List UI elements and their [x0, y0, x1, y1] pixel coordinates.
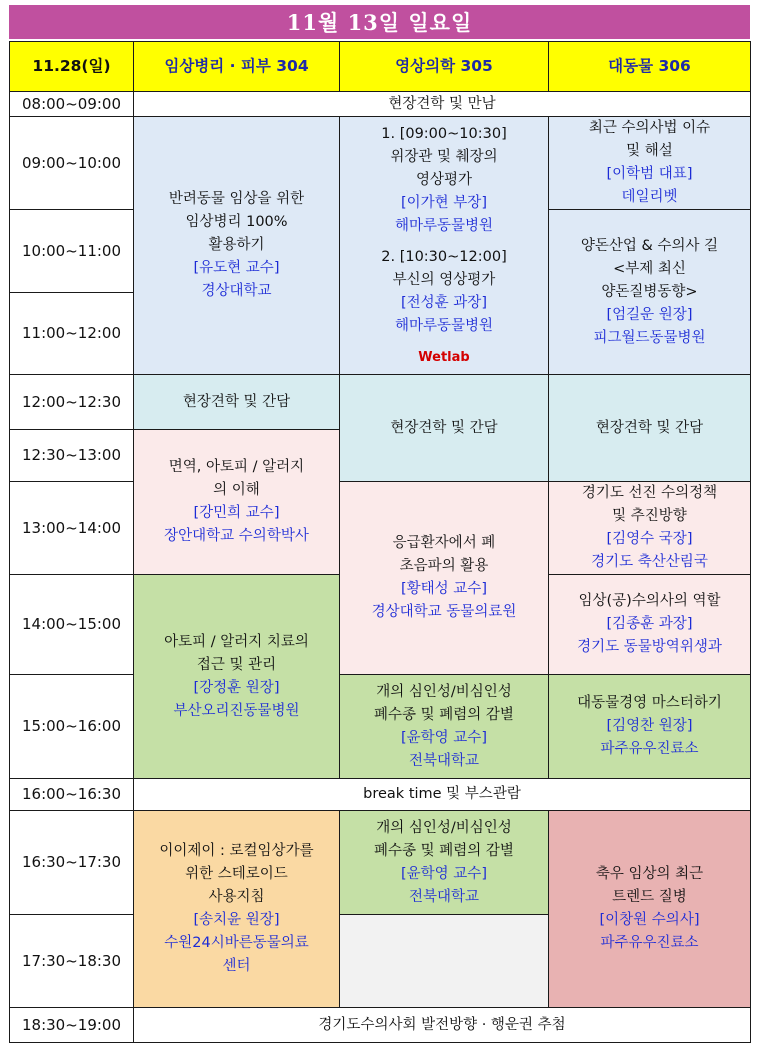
table-row	[10, 92, 751, 117]
session-vet-law: 최근 수의사법 이슈 및 해설 [이학범 대표] 데일리벳	[549, 117, 751, 210]
speaker-name: [윤학영 교수]	[401, 729, 487, 746]
table-row	[10, 117, 751, 210]
speaker-org: 장안대학교 수의학박사	[164, 528, 309, 544]
table-row	[10, 779, 751, 811]
speaker-org: 경상대학교	[201, 283, 272, 299]
session-public-vet-role: 임상(공)수의사의 역할 [김종훈 과장] 경기도 동물방역위생과	[549, 575, 751, 675]
session-tour-306: 현장견학 및 간담	[549, 375, 751, 482]
speaker-name: [엄길운 원장]	[606, 306, 693, 323]
time-slot: 10:00~11:00	[10, 210, 134, 293]
speaker-name: [김영찬 원장]	[606, 718, 693, 734]
time-slot: 15:00~16:00	[10, 675, 134, 779]
session-swine-industry: 양돈산업 & 수의사 길 <부제 최신 양돈질병동향> [엄길운 원장] 피그월드동물병원	[549, 210, 751, 375]
speaker-name: [김종훈 과장]	[606, 616, 693, 632]
schedule-table	[9, 41, 751, 1043]
opening-session: 현장견학 및 만남	[134, 92, 751, 117]
break-session: break time 및 부스관람	[134, 779, 751, 811]
table-row	[10, 482, 751, 575]
session-immunology: 면역, 아토피 / 알러지 의 이해 [강민희 교수] 장안대학교 수의학박사	[134, 430, 340, 575]
session-edema-differential: 개의 심인성/비심인성 폐수종 및 폐렴의 감별 [윤학영 교수] 전북대학교	[340, 675, 549, 779]
speaker-org: 피그월드동물병원	[593, 329, 706, 346]
speaker-org: 파주유우진료소	[600, 741, 699, 757]
speaker-name: [김영수 국장]	[606, 531, 693, 547]
speaker-name: [강민희 교수]	[193, 505, 280, 521]
table-row	[10, 675, 751, 779]
speaker-org: 해마루동물병원	[394, 217, 494, 234]
time-slot: 13:00~14:00	[10, 482, 134, 575]
speaker-org: 경기도 동물방역위생과	[577, 639, 722, 655]
table-row	[10, 375, 751, 430]
session-atopy-treatment: 아토피 / 알러지 치료의 접근 및 관리 [강정훈 원장] 부산오리진동물병원	[134, 575, 340, 779]
table-row	[10, 1008, 751, 1043]
session-gyeonggi-policy: 경기도 선진 수의정책 및 추진방향 [김영수 국장] 경기도 축산산림국	[549, 482, 751, 575]
time-slot: 12:00~12:30	[10, 375, 134, 430]
speaker-org: 경기도 축산산림국	[591, 554, 708, 570]
time-slot: 09:00~10:00	[10, 117, 134, 210]
speaker-name: [이가현 부장]	[401, 194, 487, 211]
time-slot: 11:00~12:00	[10, 293, 134, 375]
time-slot: 08:00~09:00	[10, 92, 134, 117]
session-cattle-trends: 축우 임상의 최근 트렌드 질병 [이창원 수의사] 파주유우진료소	[549, 811, 751, 1008]
session-edema-differential-repeat: 개의 심인성/비심인성 폐수종 및 폐렴의 감별 [윤학영 교수] 전북대학교	[340, 811, 549, 915]
header-row	[10, 42, 751, 92]
speaker-org: 데일리벳	[621, 189, 678, 205]
wetlab-label: Wetlab	[418, 349, 470, 365]
session-radiology-morning: 1. [09:00~10:30] 위장관 및 췌장의 영상평가 [이가현 부장] 해마루동물병원 2. [10:30~12:00] 부신의 영상평가 [전성훈 과장] 해마루동물병원 Wetlab	[340, 117, 549, 375]
header-room-304: 임상병리 · 피부 304	[134, 42, 340, 92]
session-tour-305: 현장견학 및 간담	[340, 375, 549, 482]
session-tour-304: 현장견학 및 간담	[134, 375, 340, 430]
speaker-org: 부산오리진동물병원	[173, 702, 300, 719]
speaker-name: [강정훈 원장]	[193, 679, 280, 696]
speaker-name: [윤학영 교수]	[401, 865, 487, 882]
speaker-name: [전성훈 과장]	[401, 294, 487, 311]
time-slot: 16:30~17:30	[10, 811, 134, 915]
time-slot: 17:30~18:30	[10, 915, 134, 1008]
session-lung-ultrasound: 응급환자에서 폐 초음파의 활용 [황태성 교수] 경상대학교 동물의료원	[340, 482, 549, 675]
speaker-org: 센터	[222, 958, 251, 974]
speaker-name: [유도현 교수]	[193, 260, 280, 276]
time-slot: 16:00~16:30	[10, 779, 134, 811]
closing-session: 경기도수의사회 발전방향 · 행운권 추첨	[134, 1008, 751, 1043]
speaker-org: 수원24시바른동물의료	[164, 935, 309, 951]
header-date: 11.28(일)	[10, 42, 134, 92]
header-room-306: 대동물 306	[549, 42, 751, 92]
session-clinical-pathology: 반려동물 임상을 위한 임상병리 100% 활용하기 [유도현 교수] 경상대학교	[134, 117, 340, 375]
table-row	[10, 811, 751, 915]
empty-slot	[340, 915, 549, 1008]
speaker-name: [이학범 대표]	[606, 166, 693, 182]
speaker-org: 해마루동물병원	[394, 317, 494, 334]
speaker-org: 파주유우진료소	[600, 935, 699, 951]
speaker-name: [송치윤 원장]	[193, 912, 280, 928]
speaker-org: 경상대학교 동물의료원	[371, 604, 517, 620]
header-room-305: 영상의학 305	[340, 42, 549, 92]
session-steroid-guide: 이이제이 : 로컬임상가를 위한 스테로이드 사용지침 [송치윤 원장] 수원24시바른동물의료 센터	[134, 811, 340, 1008]
speaker-name: [황태성 교수]	[401, 581, 487, 597]
speaker-name: [이창원 수의사]	[599, 912, 700, 928]
time-slot: 18:30~19:00	[10, 1008, 134, 1043]
speaker-org: 전북대학교	[408, 888, 480, 905]
page-title: 11월 13일 일요일	[9, 5, 750, 39]
time-slot: 12:30~13:00	[10, 430, 134, 482]
session-large-animal-management: 대동물경영 마스터하기 [김영찬 원장] 파주유우진료소	[549, 675, 751, 779]
speaker-org: 전북대학교	[408, 752, 480, 769]
time-slot: 14:00~15:00	[10, 575, 134, 675]
